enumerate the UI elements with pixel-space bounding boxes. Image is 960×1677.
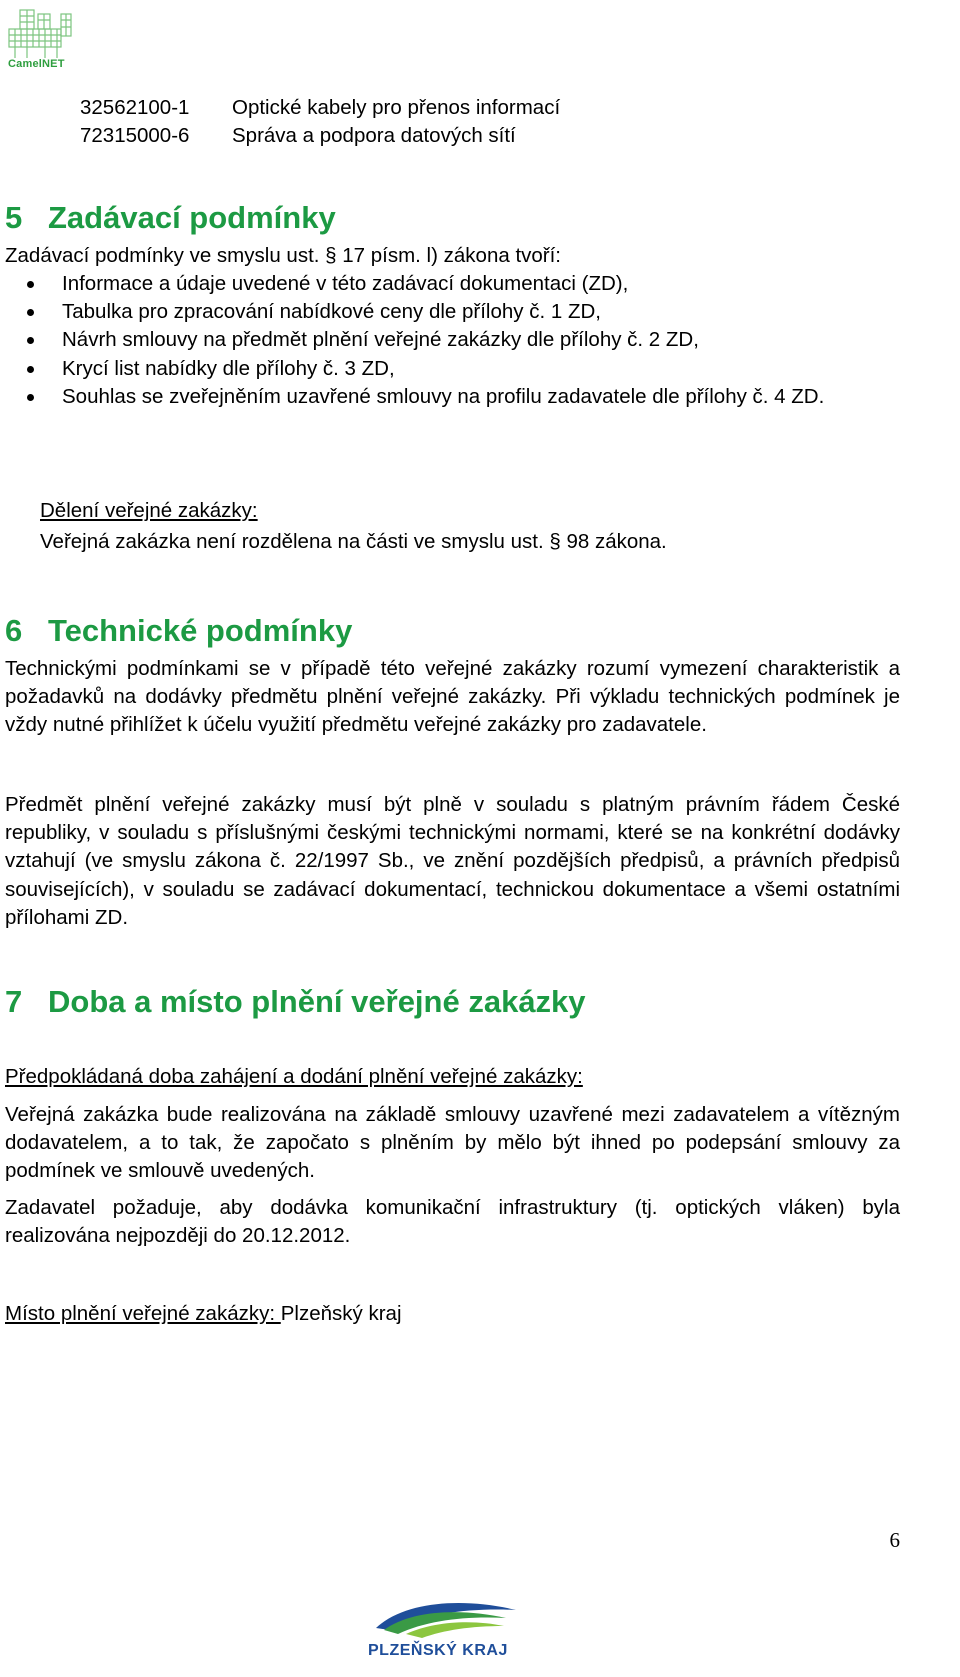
section-number: 7	[5, 984, 23, 1019]
section-7-heading	[5, 984, 586, 1020]
list-item: Souhlas se zveřejněním uzavřené smlouvy na profilu zadavatele dle přílohy č. 4 ZD.	[5, 383, 902, 411]
cpv-text: Správa a podpora datových sítí	[232, 124, 516, 147]
section-5-heading	[5, 200, 336, 236]
list-item: Návrh smlouvy na předmět plnění veřejné zakázky dle přílohy č. 2 ZD,	[5, 326, 905, 354]
division-label-text: Dělení veřejné zakázky:	[40, 499, 258, 522]
place-value: Plzeňský kraj	[280, 1302, 402, 1325]
cpv-text: Optické kabely pro přenos informací	[232, 96, 561, 119]
section-title: Zadávací podmínky	[48, 200, 336, 235]
section-title: Technické podmínky	[48, 613, 353, 648]
section-5-intro: Zadávací podmínky ve smyslu ust. § 17 písm. l) zákona tvoří:	[5, 244, 562, 267]
term-label	[5, 1063, 900, 1091]
cpv-code: 32562100-1	[80, 96, 190, 119]
section-number: 5	[5, 200, 23, 235]
place-line	[5, 1300, 900, 1328]
cpv-code: 72315000-6	[80, 124, 190, 147]
camelnet-logo	[6, 4, 78, 70]
logo-text: CamelNET	[8, 58, 65, 70]
section-6-heading	[5, 613, 352, 649]
list-item: Tabulka pro zpracování nabídkové ceny dle přílohy č. 1 ZD,	[5, 298, 905, 326]
region-emblem-icon	[366, 1590, 526, 1640]
section-7-paragraph-2: Zadavatel požaduje, aby dodávka komunikační infrastruktury (tj. optických vláken) byla realizována nejpozději do 20.12.2012.	[5, 1196, 900, 1248]
page-number: 6	[889, 1528, 900, 1552]
cpv-line	[80, 122, 516, 150]
footer-logo-text: PLZEŇSKÝ KRAJ	[368, 1642, 508, 1659]
section-6-paragraph-2: Předmět plnění veřejné zakázky musí být plně v souladu s platným právním řádem České republiky, v souladu s příslušnými českými technickými normami, které se na konkrétní dodávky vztahují (ve smyslu zákona č. 22/1997 Sb., ve znění pozdějších předpisů, a právních předpisů souvisejících), v souladu se zadávací dokumentací, technickou dokumentace a všemi ostatními přílohami ZD.	[5, 793, 900, 929]
division-label	[40, 497, 900, 525]
list-item: Krycí list nabídky dle přílohy č. 3 ZD,	[5, 355, 905, 383]
place-label: Místo plnění veřejné zakázky:	[5, 1302, 281, 1325]
section-7-paragraph-1: Veřejná zakázka bude realizována na základě smlouvy uzavřené mezi zadavatelem a vítězným dodavatelem, a to tak, že započato s plněním by mělo být ihned po podepsání smlouvy za podmínek ve smlouvě uvedených.	[5, 1103, 900, 1183]
cpv-line	[80, 94, 560, 122]
section-number: 6	[5, 613, 23, 648]
plzensky-kraj-logo	[366, 1590, 526, 1670]
section-title: Doba a místo plnění veřejné zakázky	[48, 984, 586, 1019]
conditions-list	[5, 270, 905, 411]
division-text: Veřejná zakázka není rozdělena na části ve smyslu ust. § 98 zákona.	[40, 530, 667, 553]
list-item: Informace a údaje uvedené v této zadávací dokumentaci (ZD),	[5, 270, 905, 298]
term-label-text: Předpokládaná doba zahájení a dodání plnění veřejné zakázky:	[5, 1065, 583, 1088]
camel-grid-icon	[6, 4, 78, 60]
section-6-paragraph-1: Technickými podmínkami se v případě této veřejné zakázky rozumí vymezení charakteristik a požadavků na dodávky předmětu plnění veřejné zakázky. Při výkladu technických podmínek je vždy nutné přihlížet k účelu využití předmětu veřejné zakázky pro zadavatele.	[5, 657, 900, 737]
